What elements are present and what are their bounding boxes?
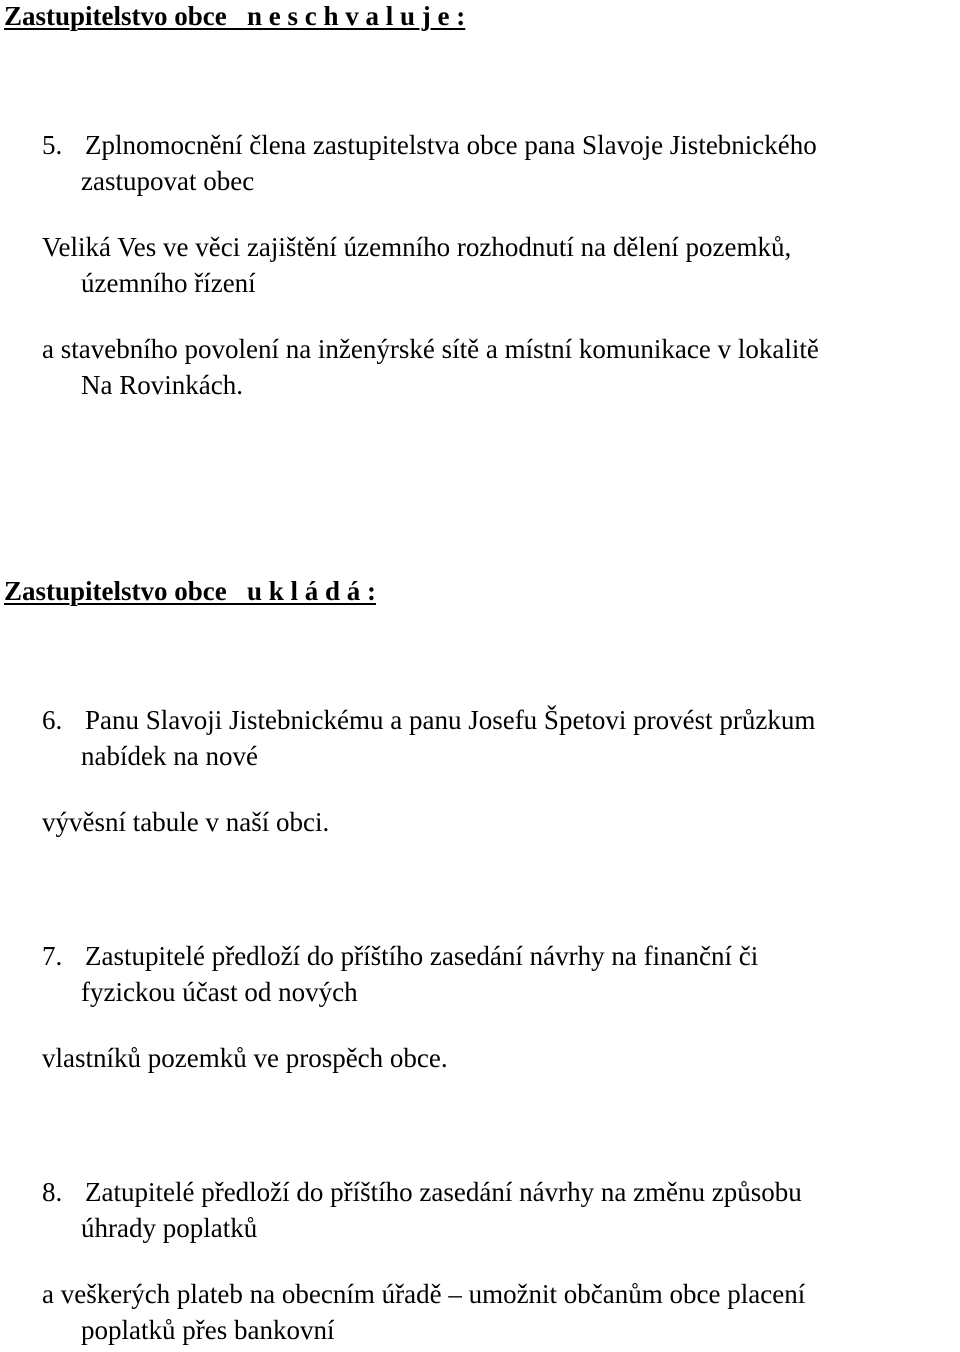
item-8-line-4: poplatků přes bankovní bbox=[81, 1315, 335, 1345]
heading-neschvaluje: Zastupitelstvo obce n e s c h v a l u j e : bbox=[4, 1, 466, 31]
item-6-line-2: nabídek na nové bbox=[81, 741, 258, 771]
item-7 bbox=[42, 938, 758, 1076]
item-5-line-4: územního řízení bbox=[81, 268, 256, 298]
heading-uklada: Zastupitelstvo obce u k l á d á : bbox=[4, 576, 377, 606]
item-8-line-3: a veškerých plateb na obecním úřadě – umožnit občanům obce placení bbox=[42, 1279, 806, 1309]
item-8-line-1: 8. Zatupitelé předloží do příštího zasedání návrhy na změnu způsobu bbox=[42, 1174, 805, 1210]
item-5-line-6: Na Rovinkách. bbox=[81, 370, 243, 400]
item-8-line-2: úhrady poplatků bbox=[81, 1213, 258, 1243]
item-6-line-3: vývěsní tabule v naší obci. bbox=[42, 807, 330, 837]
item-5 bbox=[42, 127, 819, 403]
item-6-line-1: 6. Panu Slavoji Jistebnickému a panu Josefu Špetovi provést průzkum bbox=[42, 702, 815, 738]
item-7-line-2: fyzickou účast od nových bbox=[81, 977, 358, 1007]
item-7-line-1: 7. Zastupitelé předloží do příštího zasedání návrhy na finanční či bbox=[42, 938, 758, 974]
item-8 bbox=[42, 1174, 805, 1348]
item-5-line-5: a stavebního povolení na inženýrské sítě a místní komunikace v lokalitě bbox=[42, 334, 819, 364]
item-5-line-3: Veliká Ves ve věci zajištění územního rozhodnutí na dělení pozemků, bbox=[42, 232, 792, 262]
item-6 bbox=[42, 702, 815, 840]
item-7-number: 7. bbox=[42, 941, 63, 971]
item-7-line-3: vlastníků pozemků ve prospěch obce. bbox=[42, 1043, 448, 1073]
item-5-line-2: zastupovat obec bbox=[81, 166, 255, 196]
item-6-number: 6. bbox=[42, 705, 63, 735]
item-5-line-1: 5. Zplnomocnění člena zastupitelstva obce pana Slavoje Jistebnického bbox=[42, 127, 819, 163]
item-5-number: 5. bbox=[42, 130, 63, 160]
item-8-number: 8. bbox=[42, 1177, 63, 1207]
